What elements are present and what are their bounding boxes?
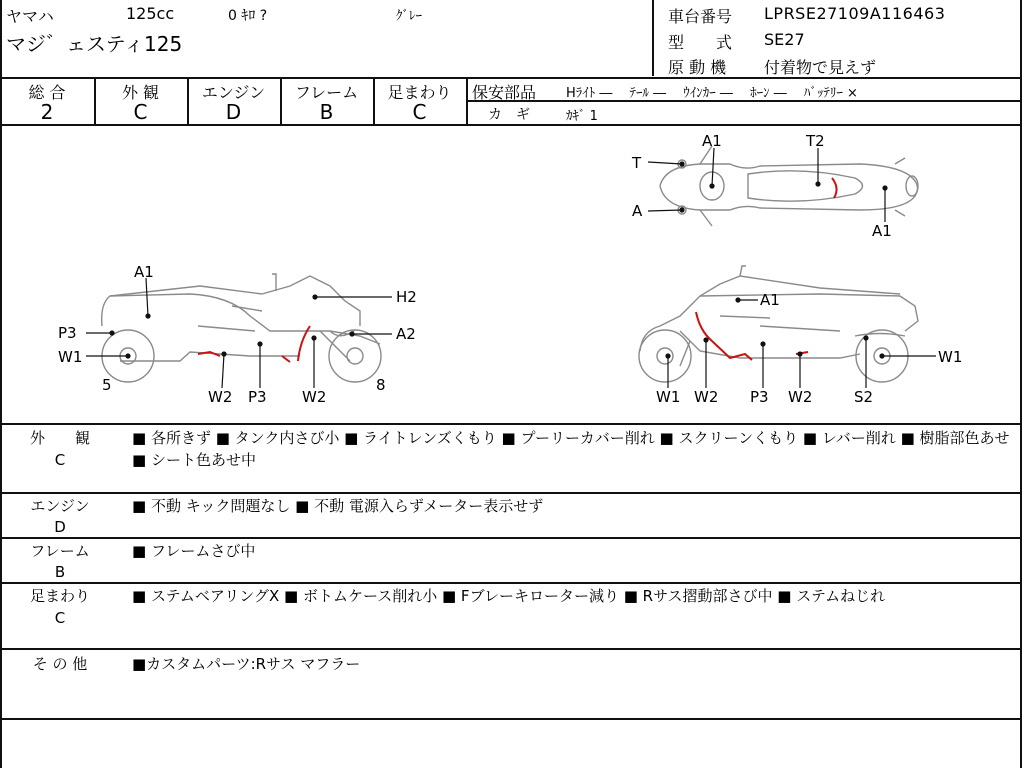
maker: ヤマハ (6, 7, 54, 26)
safety-items: Hﾗｲﾄ ― ﾃｰﾙ ― ｳｲﾝｶｰ ― ﾎｰﾝ ― ﾊﾞｯﾃﾘｰ × (566, 86, 858, 101)
section-engine-grade: D (54, 518, 66, 536)
mileage: 0 ｷﾛ ? (228, 8, 268, 24)
rating-frame: B (319, 100, 334, 124)
rating-suspension: C (412, 100, 427, 124)
rating-header-overall: 総 合 (28, 83, 66, 102)
label-w2-left-b: W2 (302, 388, 327, 406)
label-w2-right-a: W2 (694, 388, 719, 406)
frame-right (1020, 0, 1022, 768)
label-a: A (632, 202, 643, 220)
label-a1-rear: A1 (872, 222, 892, 240)
label-a1-right: A1 (760, 291, 780, 309)
label-s2: S2 (854, 388, 874, 406)
key-label: カ ギ (488, 107, 530, 123)
section-exterior-label: 外 観 (29, 429, 90, 447)
label-p3-left: P3 (58, 324, 77, 342)
type-value: SE27 (764, 30, 805, 49)
body-color: ｸﾞﾚｰ (396, 9, 422, 24)
label-w1-right-rear: W1 (938, 348, 963, 366)
type-label: 型 式 (668, 33, 733, 52)
section-suspension-text: ■ ステムベアリングX ■ ボトムケース削れ小 ■ Fブレーキローター減り ■ Rサス摺動部さび中 ■ ステムねじれ (132, 587, 886, 605)
rating-top-line (0, 77, 1022, 79)
section-frame-label: フレーム (30, 542, 90, 560)
section-engine-text: ■ 不動 キック問題なし ■ 不動 電源入らずメーター表示せず (132, 497, 544, 515)
rating-header-frame: フレーム (294, 83, 359, 102)
section-exterior-text: ■ 各所きず ■ タンク内さび小 ■ ライトレンズくもり ■ プーリーカバー削れ ■ スクリーンくもり ■ レバー削れ ■ 樹脂部色あせ ■ シート色あせ中 (132, 429, 1010, 469)
label-a1-left: A1 (134, 263, 154, 281)
right-view-leaders (666, 298, 936, 388)
section-frame-text: ■ フレームさび中 (132, 542, 256, 560)
section-suspension-label: 足まわり (29, 587, 90, 605)
label-p3-left-b: P3 (248, 388, 267, 406)
engine-label: 原 動 機 (668, 58, 727, 77)
safety-label: 保安部品 (472, 83, 537, 102)
scooter-top-view (660, 146, 918, 226)
label-8: 8 (376, 376, 386, 394)
label-a2: A2 (396, 325, 416, 343)
rating-header-exterior: 外 観 (121, 83, 160, 102)
scooter-left-view (102, 274, 381, 382)
chassis-number: LPRSE27109A116463 (764, 4, 946, 23)
rating-header-engine: エンジン (201, 83, 266, 102)
scooter-right-view (639, 266, 918, 382)
engine-number: 付着物で見えず (764, 58, 877, 77)
section-other-text: ■カスタムパーツ:Rサス マフラー (132, 655, 361, 673)
section-frame-grade: B (54, 563, 66, 581)
label-5: 5 (102, 376, 112, 394)
label-w2-left-a: W2 (208, 388, 233, 406)
label-w2-right-b: W2 (788, 388, 813, 406)
label-t: T (632, 154, 642, 172)
label-t2: T2 (806, 132, 825, 150)
damage-diagram (0, 126, 1020, 422)
section-exterior-grade: C (54, 451, 66, 469)
label-w1-left: W1 (58, 348, 83, 366)
rating-exterior: C (133, 100, 148, 124)
label-h2: H2 (396, 288, 417, 306)
section-engine-label: エンジン (30, 497, 90, 515)
section-other-label: そ の 他 (32, 655, 88, 673)
chassis-label: 車台番号 (668, 7, 733, 26)
model-name: マジ゛ェスティ125 (6, 32, 183, 56)
label-p3-right: P3 (750, 388, 769, 406)
header-divider (652, 0, 654, 76)
rating-header-suspension: 足まわり (387, 83, 452, 102)
displacement: 125cc (126, 4, 175, 23)
label-a1-top: A1 (702, 132, 722, 150)
top-view-leaders (648, 148, 887, 222)
key-value: ｶｷﾞ 1 (566, 109, 598, 124)
label-w1-right-front: W1 (656, 388, 681, 406)
section-suspension-grade: C (54, 609, 66, 627)
rating-overall: 2 (40, 100, 54, 124)
rating-engine: D (225, 100, 242, 124)
